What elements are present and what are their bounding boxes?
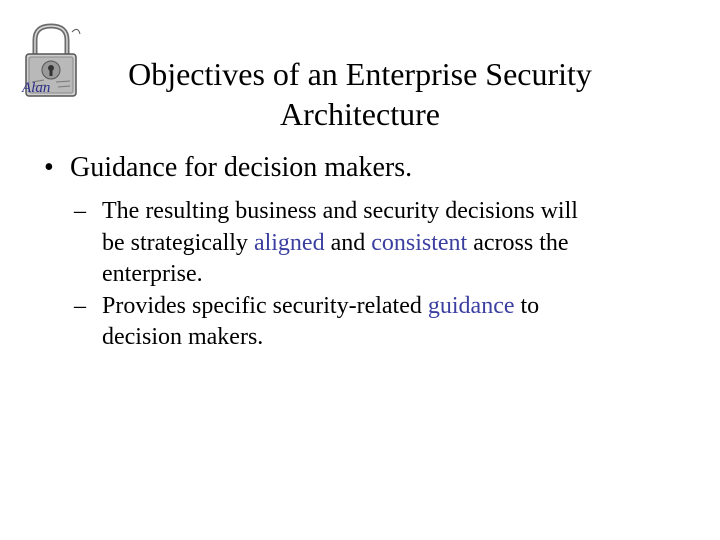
highlighted-term: aligned	[253, 229, 325, 256]
text-run: be strategically	[102, 229, 254, 256]
title-line-2: Architecture	[280, 96, 440, 132]
highlighted-term: guidance	[427, 292, 515, 319]
dash-marker: –	[74, 292, 86, 319]
sub-bullet-line	[102, 228, 694, 260]
highlighted-term: consistent	[371, 229, 468, 256]
sub-bullet-line: decision makers.	[102, 324, 264, 350]
sub-bullet-list	[74, 196, 694, 354]
slide-title	[90, 54, 630, 134]
padlock-icon	[20, 22, 82, 100]
bullet-marker: •	[44, 152, 54, 183]
sub-bullet-item	[74, 291, 694, 354]
text-run: and	[324, 229, 372, 256]
padlock-logo	[20, 22, 82, 100]
sub-bullet-line: The resulting business and security decisions will	[102, 198, 578, 224]
logo-label: Alan	[22, 80, 51, 96]
text-run: across the	[467, 229, 569, 256]
sub-bullet-line: enterprise.	[102, 261, 203, 287]
title-line-1: Objectives of an Enterprise Security	[128, 56, 592, 92]
dash-marker: –	[74, 198, 86, 224]
bullet-text: Guidance for decision makers.	[70, 152, 413, 183]
sub-bullet-line	[102, 291, 694, 323]
text-run: Provides specific security-related	[102, 292, 428, 319]
sub-bullet-item	[74, 196, 694, 291]
text-run: to	[514, 292, 540, 319]
